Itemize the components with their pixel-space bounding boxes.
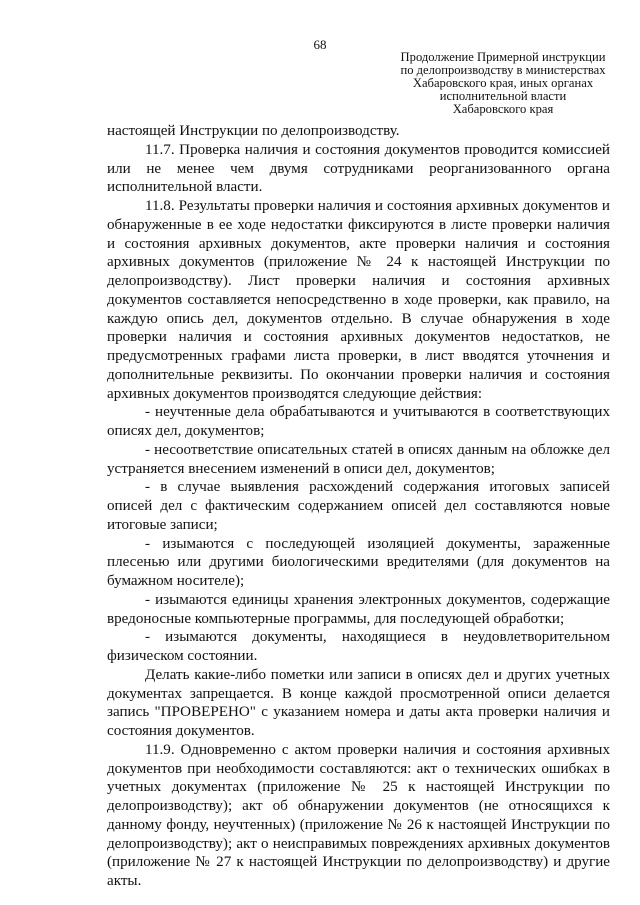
list-item: - изымаются документы, находящиеся в неудовлетворительном физическом состоянии. xyxy=(107,629,610,664)
list-item: - в случае выявления расхождений содержания итоговых записей описей дел с фактическим содержанием описей дел составляются новые итоговые записи; xyxy=(107,479,610,533)
paragraph-continuation: настоящей Инструкции по делопроизводству. xyxy=(107,123,400,139)
document-body xyxy=(107,122,610,891)
header-line: Хабаровского края, иных органах xyxy=(412,76,594,90)
paragraph-11-8: 11.8. Результаты проверки наличия и состояния архивных документов и обнаруженные в ее ходе недостатки фиксируются в листе проверки наличия и состояния архивных документов, акте проверки наличия и состояния архивных документов (приложение № 24 к настоящей Инструкции по делопроизводству). Лист проверки наличия и состояния архивных документов составляется непосредственно в ходе проверки, как правило, на каждую опись дел, документов отдельно. В случае обнаружения в ходе проверки наличия и состояния архивных документов недостатков, не предусмотренных графами листа проверки, в лист вводятся уточнения и дополнительные реквизиты. По окончании проверки наличия и состояния архивных документов производятся следующие действия: xyxy=(107,198,610,402)
list-item: - несоответствие описательных статей в описях данным на обложке дел устраняется внесением изменений в описи дел, документов; xyxy=(107,441,610,477)
paragraph-marking-rule: Делать какие-либо пометки или записи в описях дел и других учетных документах запрещается. В конце каждой просмотренной описи делается запись "ПРОВЕРЕНО" с указанием номера и даты акта проверки наличия и состояния документов. xyxy=(107,666,610,739)
header-line: Хабаровского края xyxy=(452,102,554,116)
paragraph-11-7: 11.7. Проверка наличия и состояния документов проводится комиссией или не менее чем двумя сотрудниками реорганизованного органа исполнительной власти. xyxy=(107,141,610,196)
page-number: 68 xyxy=(313,37,327,52)
list-item: - изымаются с последующей изоляцией документы, зараженные плесенью или другими биологическими вредителями (для документов на бумажном носителе); xyxy=(107,535,610,589)
running-header-note xyxy=(378,51,628,116)
header-line: Продолжение Примерной инструкции xyxy=(400,50,606,64)
list-item: - изымаются единицы хранения электронных документов, содержащие вредоносные компьютерные программы, для последующей обработки; xyxy=(107,591,610,627)
header-line: по делопроизводству в министерствах xyxy=(400,63,606,77)
paragraph-11-9: 11.9. Одновременно с актом проверки наличия и состояния архивных документов при необходимости составляются: акт о технических ошибках в учетных документах (приложение № 25 к настоящей Инструкции по делопроизводству); акт об обнаружении документов (не относящихся к данному фонду, неучтенных) (приложение № 26 к настоящей Инструкции по делопроизводству); акт о неисправимых повреждениях архивных документов (приложение № 27 к настоящей Инструкции по делопроизводству) и другие акты. xyxy=(107,741,610,889)
header-line: исполнительной власти xyxy=(439,89,567,103)
list-item: - неучтенные дела обрабатываются и учитываются в соответствующих описях дел, документов; xyxy=(107,404,610,439)
